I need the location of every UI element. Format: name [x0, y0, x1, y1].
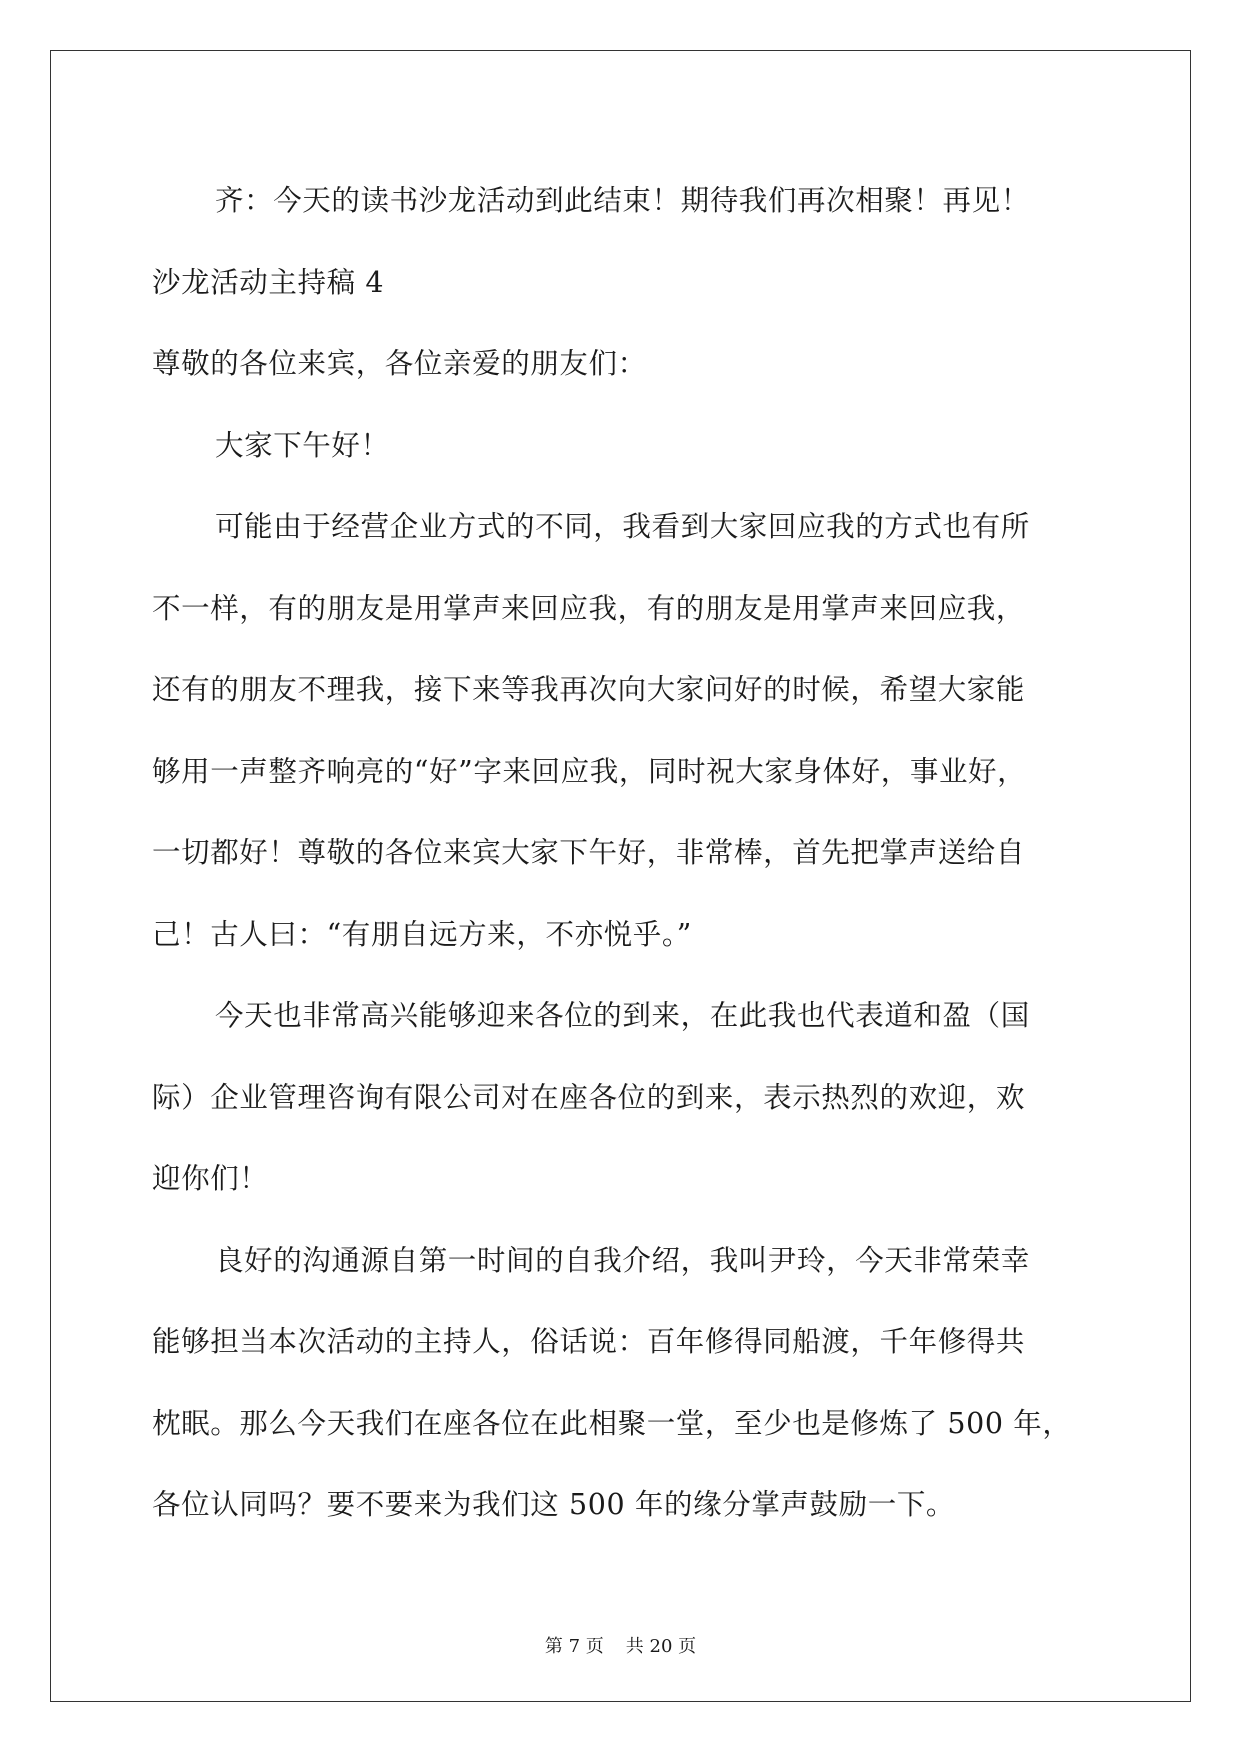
text-line: 大家下午好！: [215, 428, 390, 462]
text-line: 枕眠。那么今天我们在座各位在此相聚一堂，至少也是修炼了 500 年，: [152, 1406, 1072, 1440]
text-line: 尊敬的各位来宾，各位亲爱的朋友们：: [152, 347, 647, 380]
text-line: 今天也非常高兴能够迎来各位的到来，在此我也代表道和盈（国: [215, 999, 1030, 1032]
text-line: 不一样，有的朋友是用掌声来回应我，有的朋友是用掌声来回应我，: [152, 591, 1026, 625]
document-body: [152, 160, 1092, 1546]
text-line: 际）企业管理咨询有限公司对在座各位的到来，表示热烈的欢迎，欢: [152, 1080, 1026, 1114]
text-line: 迎你们！: [152, 1162, 269, 1195]
text-line: 能够担当本次活动的主持人，俗话说：百年修得同船渡，千年修得共: [152, 1325, 1026, 1358]
section-heading: 沙龙活动主持稿 4: [152, 265, 385, 299]
text-line: 良好的沟通源自第一时间的自我介绍，我叫尹玲，今天非常荣幸: [215, 1243, 1030, 1277]
text-line: 可能由于经营企业方式的不同，我看到大家回应我的方式也有所: [215, 510, 1030, 543]
page-total: 共 20 页: [625, 1636, 697, 1657]
text-line: 还有的朋友不理我，接下来等我再次向大家问好的时候，希望大家能: [152, 673, 1026, 706]
text-line: 各位认同吗？要不要来为我们这 500 年的缘分掌声鼓励一下。: [152, 1488, 956, 1521]
page-number: 第 7 页: [544, 1636, 604, 1657]
text-line: 齐：今天的读书沙龙活动到此结束！期待我们再次相聚！再见！: [215, 184, 1030, 217]
text-line: 够用一声整齐响亮的“好”字来回应我，同时祝大家身体好，事业好，: [152, 754, 1027, 788]
text-line: 一切都好！尊敬的各位来宾大家下午好，非常棒，首先把掌声送给自: [152, 836, 1026, 869]
text-line: 己！古人曰：“有朋自远方来，不亦悦乎。”: [152, 917, 692, 951]
page-footer: [0, 1635, 1241, 1659]
